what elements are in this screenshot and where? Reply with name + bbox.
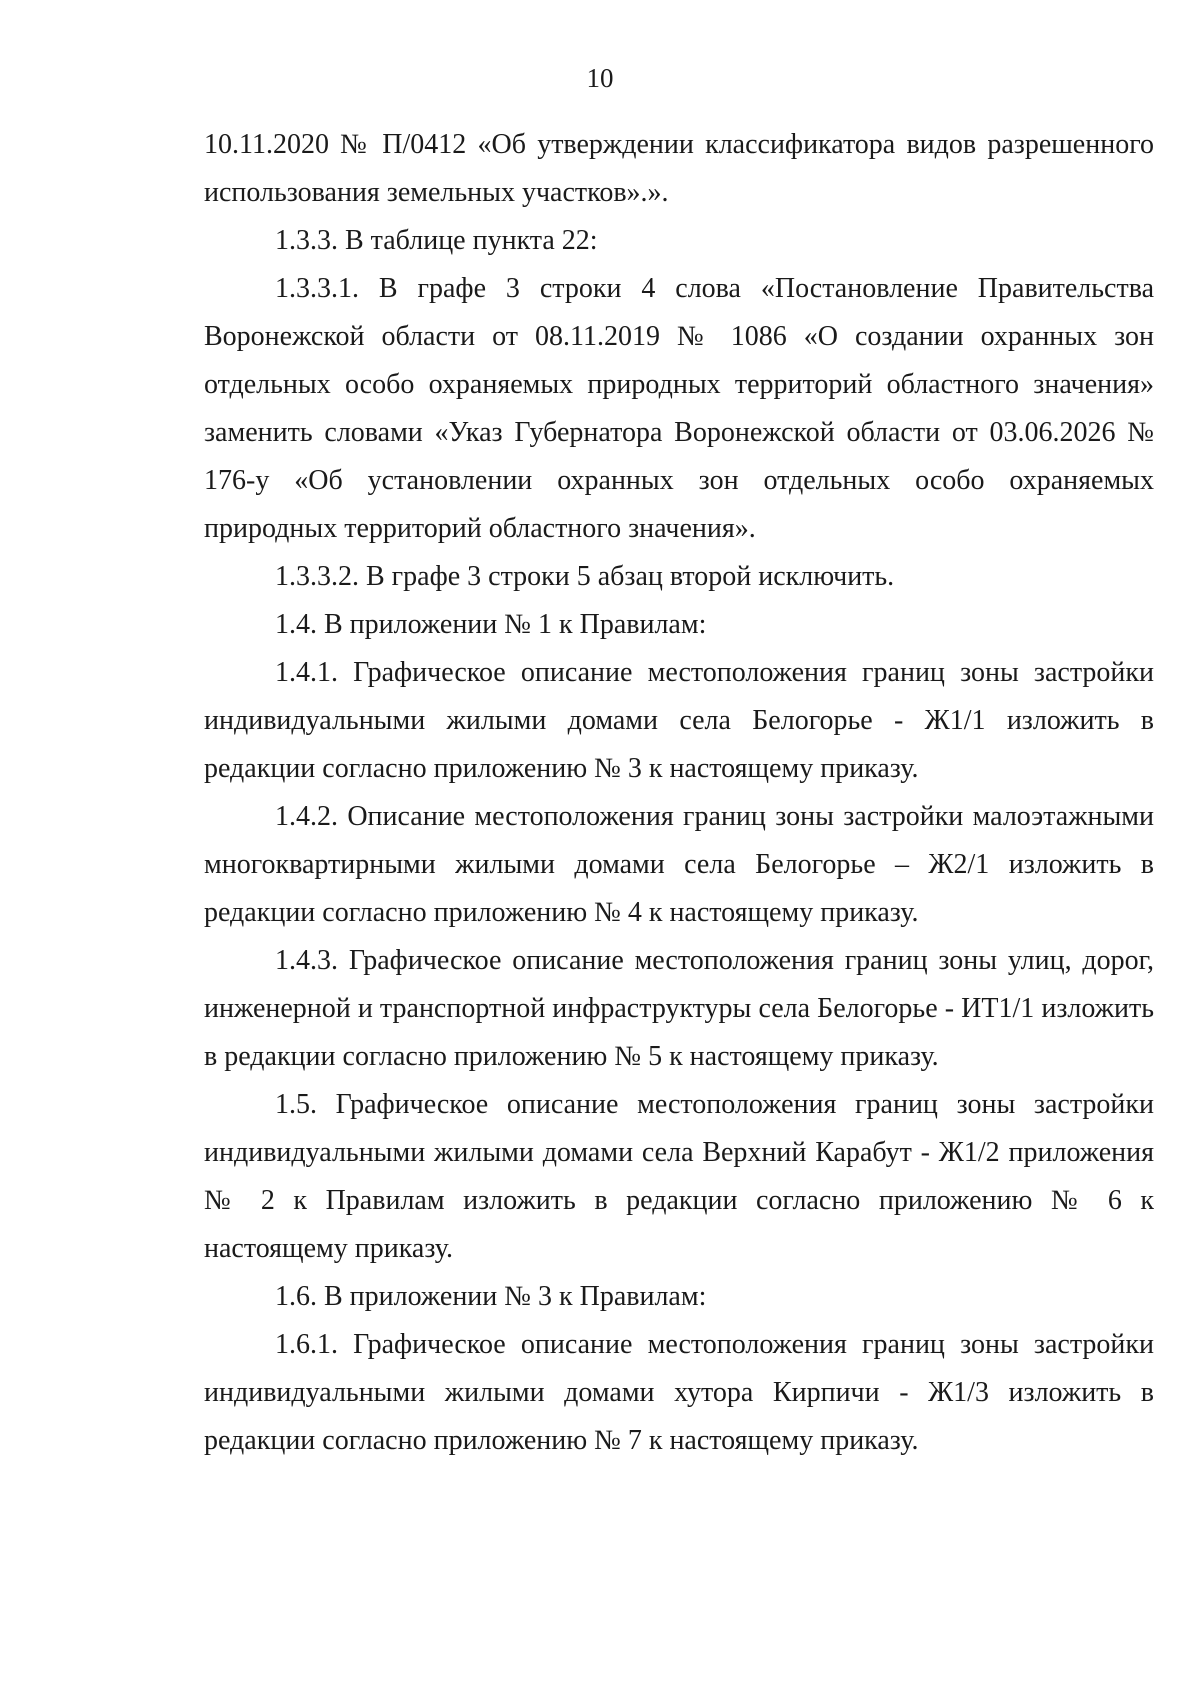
- paragraph-1-3-3: 1.3.3. В таблице пункта 22:: [275, 225, 598, 256]
- paragraph-1-4-1: 1.4.1. Графическое описание местоположения границ зоны застройки индивидуальными жилыми домами села Белогорье - Ж1/1 изложить в редакции согласно приложению № 3 к настоящему приказу.: [204, 657, 1154, 784]
- paragraph-1-6: 1.6. В приложении № 3 к Правилам:: [275, 1281, 707, 1312]
- paragraph-1-4-2: 1.4.2. Описание местоположения границ зоны застройки малоэтажными многоквартирными жилыми домами села Белогорье – Ж2/1 изложить в редакции согласно приложению № 4 к настоящему приказу.: [204, 801, 1154, 928]
- paragraph-1-3-3-2: 1.3.3.2. В графе 3 строки 5 абзац второй исключить.: [275, 561, 895, 592]
- document-body: [204, 121, 1154, 1465]
- paragraph-1-3-3-1: 1.3.3.1. В графе 3 строки 4 слова «Постановление Правительства Воронежской области от 08.11.2019 № 1086 «О создании охранных зон отдельных особо охраняемых природных территорий областного значения» заменить словами «Указ Губернатора Воронежской области от 03.06.2026 № 176-у «Об установлении охранных зон отдельных особо охраняемых природных территорий областного значения».: [204, 273, 1154, 544]
- paragraph-1-4: 1.4. В приложении № 1 к Правилам:: [275, 609, 707, 640]
- paragraph-1-4-3: 1.4.3. Графическое описание местоположения границ зоны улиц, дорог, инженерной и транспортной инфраструктуры села Белогорье - ИТ1/1 изложить в редакции согласно приложению № 5 к настоящему приказу.: [204, 945, 1154, 1072]
- paragraph-continuation: 10.11.2020 № П/0412 «Об утверждении классификатора видов разрешенного использования земельных участков».».: [204, 129, 1154, 208]
- paragraph-1-6-1: 1.6.1. Графическое описание местоположения границ зоны застройки индивидуальными жилыми домами хутора Кирпичи - Ж1/3 изложить в редакции согласно приложению № 7 к настоящему приказу.: [204, 1329, 1154, 1456]
- page-number: 10: [586, 63, 614, 93]
- paragraph-1-5: 1.5. Графическое описание местоположения границ зоны застройки индивидуальными жилыми домами села Верхний Карабут - Ж1/2 приложения № 2 к Правилам изложить в редакции согласно приложению № 6 к настоящему приказу.: [204, 1089, 1154, 1264]
